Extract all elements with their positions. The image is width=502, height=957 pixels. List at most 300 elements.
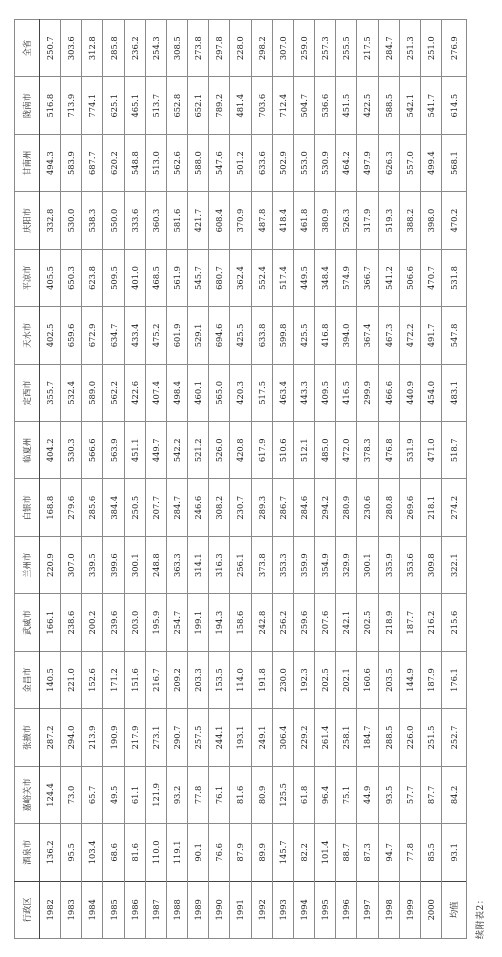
value-cell: 88.7 [336, 824, 357, 881]
value-cell: 202.1 [336, 651, 357, 708]
value-cell: 634.7 [103, 307, 124, 364]
value-cell: 526.0 [209, 422, 230, 479]
region-header: 临夏州 [15, 422, 40, 479]
year-cell: 2000 [420, 881, 441, 938]
value-cell: 160.6 [357, 651, 378, 708]
value-cell: 76.6 [209, 824, 230, 881]
value-cell: 261.4 [315, 709, 336, 766]
region-header: 陇南市 [15, 77, 40, 134]
value-cell: 226.0 [399, 709, 420, 766]
value-cell: 420.8 [230, 422, 251, 479]
value-cell: 402.5 [40, 307, 61, 364]
value-cell: 187.7 [399, 594, 420, 651]
value-cell: 68.6 [103, 824, 124, 881]
value-cell: 333.6 [124, 192, 145, 249]
region-header: 白银市 [15, 479, 40, 536]
value-cell: 530.0 [61, 192, 82, 249]
table-row [188, 20, 209, 939]
value-cell: 280.9 [336, 479, 357, 536]
year-cell: 1984 [82, 881, 103, 938]
table-row [40, 20, 61, 939]
value-cell: 238.6 [61, 594, 82, 651]
value-cell: 246.6 [188, 479, 209, 536]
value-cell: 553.0 [293, 134, 314, 191]
value-cell: 276.9 [441, 20, 466, 77]
value-cell: 61.1 [124, 766, 145, 823]
value-cell: 542.1 [399, 77, 420, 134]
value-cell: 203.5 [378, 651, 399, 708]
value-cell: 273.1 [145, 709, 166, 766]
value-cell: 416.5 [336, 364, 357, 421]
table-row [82, 20, 103, 939]
value-cell: 545.7 [188, 249, 209, 306]
value-cell: 694.6 [209, 307, 230, 364]
value-cell: 502.9 [272, 134, 293, 191]
value-cell: 248.8 [145, 536, 166, 593]
value-cell: 187.9 [420, 651, 441, 708]
year-cell: 1996 [336, 881, 357, 938]
value-cell: 96.4 [315, 766, 336, 823]
value-cell: 242.8 [251, 594, 272, 651]
table-row [272, 20, 293, 939]
value-cell: 509.5 [103, 249, 124, 306]
value-cell: 257.3 [315, 20, 336, 77]
value-cell: 652.1 [188, 77, 209, 134]
value-cell: 166.1 [40, 594, 61, 651]
value-cell: 121.9 [145, 766, 166, 823]
value-cell: 249.1 [251, 709, 272, 766]
value-cell: 250.7 [40, 20, 61, 77]
value-cell: 209.2 [166, 651, 187, 708]
value-cell: 512.1 [293, 422, 314, 479]
value-cell: 84.2 [441, 766, 466, 823]
value-cell: 95.5 [61, 824, 82, 881]
value-cell: 476.8 [378, 422, 399, 479]
value-cell: 650.3 [61, 249, 82, 306]
value-cell: 464.2 [336, 134, 357, 191]
value-cell: 712.4 [272, 77, 293, 134]
year-cell: 1993 [272, 881, 293, 938]
value-cell: 213.9 [82, 709, 103, 766]
value-cell: 114.0 [230, 651, 251, 708]
value-cell: 422.5 [357, 77, 378, 134]
value-cell: 548.8 [124, 134, 145, 191]
value-cell: 407.4 [145, 364, 166, 421]
value-cell: 518.7 [441, 422, 466, 479]
value-cell: 467.3 [378, 307, 399, 364]
year-cell: 1997 [357, 881, 378, 938]
value-cell: 202.5 [315, 651, 336, 708]
table-row [251, 20, 272, 939]
value-cell: 171.2 [103, 651, 124, 708]
value-cell: 251.5 [420, 709, 441, 766]
value-cell: 200.2 [82, 594, 103, 651]
value-cell: 409.5 [315, 364, 336, 421]
value-cell: 274.2 [441, 479, 466, 536]
year-cell: 1983 [61, 881, 82, 938]
year-cell: 1985 [103, 881, 124, 938]
value-cell: 250.5 [124, 479, 145, 536]
value-cell: 73.0 [61, 766, 82, 823]
value-cell: 203.0 [124, 594, 145, 651]
value-cell: 317.9 [357, 192, 378, 249]
value-cell: 472.0 [336, 422, 357, 479]
value-cell: 416.8 [315, 307, 336, 364]
value-cell: 82.2 [293, 824, 314, 881]
value-cell: 87.9 [230, 824, 251, 881]
value-cell: 550.0 [103, 192, 124, 249]
value-cell: 221.0 [61, 651, 82, 708]
value-cell: 193.1 [230, 709, 251, 766]
value-cell: 216.7 [145, 651, 166, 708]
value-cell: 510.6 [272, 422, 293, 479]
value-cell: 308.2 [209, 479, 230, 536]
value-cell: 316.3 [209, 536, 230, 593]
value-cell: 284.7 [378, 20, 399, 77]
value-cell: 314.1 [188, 536, 209, 593]
value-cell: 470.7 [420, 249, 441, 306]
value-cell: 93.1 [441, 824, 466, 881]
value-cell: 485.0 [315, 422, 336, 479]
year-cell: 1988 [166, 881, 187, 938]
value-cell: 332.8 [40, 192, 61, 249]
table-row [61, 20, 82, 939]
value-cell: 256.2 [272, 594, 293, 651]
value-cell: 258.1 [336, 709, 357, 766]
value-cell: 652.8 [166, 77, 187, 134]
value-cell: 322.1 [441, 536, 466, 593]
value-cell: 257.5 [188, 709, 209, 766]
value-cell: 290.7 [166, 709, 187, 766]
value-cell: 633.6 [251, 134, 272, 191]
value-cell: 601.9 [166, 307, 187, 364]
value-cell: 307.0 [61, 536, 82, 593]
table-row [124, 20, 145, 939]
value-cell: 254.3 [145, 20, 166, 77]
value-cell: 617.9 [251, 422, 272, 479]
value-cell: 61.8 [293, 766, 314, 823]
value-cell: 454.0 [420, 364, 441, 421]
value-cell: 530.3 [61, 422, 82, 479]
value-cell: 256.1 [230, 536, 251, 593]
value-cell: 626.3 [378, 134, 399, 191]
value-cell: 220.9 [40, 536, 61, 593]
value-cell: 506.6 [399, 249, 420, 306]
value-cell: 703.6 [251, 77, 272, 134]
value-cell: 367.4 [357, 307, 378, 364]
value-cell: 541.2 [378, 249, 399, 306]
value-cell: 526.3 [336, 192, 357, 249]
value-cell: 468.5 [145, 249, 166, 306]
value-cell: 207.6 [315, 594, 336, 651]
table-row [357, 20, 378, 939]
value-cell: 483.1 [441, 364, 466, 421]
year-cell: 1982 [40, 881, 61, 938]
value-cell: 614.5 [441, 77, 466, 134]
value-cell: 228.0 [230, 20, 251, 77]
table-row [145, 20, 166, 939]
value-cell: 589.0 [82, 364, 103, 421]
value-cell: 713.9 [61, 77, 82, 134]
value-cell: 370.9 [230, 192, 251, 249]
value-cell: 494.3 [40, 134, 61, 191]
value-cell: 504.7 [293, 77, 314, 134]
value-cell: 176.1 [441, 651, 466, 708]
value-cell: 298.2 [251, 20, 272, 77]
value-cell: 608.4 [209, 192, 230, 249]
value-cell: 491.7 [420, 307, 441, 364]
value-cell: 215.6 [441, 594, 466, 651]
year-cell: 1990 [209, 881, 230, 938]
value-cell: 244.1 [209, 709, 230, 766]
value-cell: 110.0 [145, 824, 166, 881]
value-cell: 363.3 [166, 536, 187, 593]
value-cell: 378.3 [357, 422, 378, 479]
value-cell: 93.5 [378, 766, 399, 823]
value-cell: 335.9 [378, 536, 399, 593]
value-cell: 191.8 [251, 651, 272, 708]
region-header: 兰州市 [15, 536, 40, 593]
table-row [230, 20, 251, 939]
value-cell: 288.5 [378, 709, 399, 766]
value-cell: 57.7 [399, 766, 420, 823]
value-cell: 561.9 [166, 249, 187, 306]
value-cell: 153.5 [209, 651, 230, 708]
value-cell: 425.5 [293, 307, 314, 364]
value-cell: 470.2 [441, 192, 466, 249]
year-cell: 1994 [293, 881, 314, 938]
value-cell: 530.9 [315, 134, 336, 191]
value-cell: 774.1 [82, 77, 103, 134]
value-cell: 498.4 [166, 364, 187, 421]
value-cell: 401.0 [124, 249, 145, 306]
table-row [336, 20, 357, 939]
value-cell: 252.7 [441, 709, 466, 766]
year-cell: 1992 [251, 881, 272, 938]
value-cell: 421.7 [188, 192, 209, 249]
year-cell: 1999 [399, 881, 420, 938]
value-cell: 440.9 [399, 364, 420, 421]
value-cell: 547.8 [441, 307, 466, 364]
year-cell: 1986 [124, 881, 145, 938]
value-cell: 312.8 [82, 20, 103, 77]
value-cell: 85.5 [420, 824, 441, 881]
value-cell: 269.6 [399, 479, 420, 536]
precipitation-table [14, 19, 467, 939]
value-cell: 538.3 [82, 192, 103, 249]
value-cell: 158.6 [230, 594, 251, 651]
header-row [15, 20, 40, 939]
value-cell: 466.6 [378, 364, 399, 421]
table-row [209, 20, 230, 939]
value-cell: 44.9 [357, 766, 378, 823]
value-cell: 306.4 [272, 709, 293, 766]
value-cell: 487.8 [251, 192, 272, 249]
value-cell: 563.9 [103, 422, 124, 479]
value-cell: 239.6 [103, 594, 124, 651]
value-cell: 531.8 [441, 249, 466, 306]
year-cell: 1995 [315, 881, 336, 938]
value-cell: 125.5 [272, 766, 293, 823]
value-cell: 286.7 [272, 479, 293, 536]
year-cell: 1998 [378, 881, 399, 938]
value-cell: 517.5 [251, 364, 272, 421]
value-cell: 588.5 [378, 77, 399, 134]
value-cell: 294.0 [61, 709, 82, 766]
value-cell: 517.4 [272, 249, 293, 306]
region-header: 甘南州 [15, 134, 40, 191]
value-cell: 532.4 [61, 364, 82, 421]
value-cell: 194.3 [209, 594, 230, 651]
table-row [420, 20, 441, 939]
value-cell: 284.7 [166, 479, 187, 536]
table-row [315, 20, 336, 939]
corner-header: 行政区 [15, 881, 40, 938]
value-cell: 254.7 [166, 594, 187, 651]
value-cell: 789.2 [209, 77, 230, 134]
value-cell: 294.2 [315, 479, 336, 536]
value-cell: 366.7 [357, 249, 378, 306]
value-cell: 87.7 [420, 766, 441, 823]
value-cell: 229.2 [293, 709, 314, 766]
value-cell: 384.4 [103, 479, 124, 536]
table-caption: 续附表2： [476, 894, 486, 939]
value-cell: 516.8 [40, 77, 61, 134]
value-cell: 93.2 [166, 766, 187, 823]
value-cell: 513.7 [145, 77, 166, 134]
value-cell: 89.9 [251, 824, 272, 881]
value-cell: 362.4 [230, 249, 251, 306]
year-cell: 1991 [230, 881, 251, 938]
value-cell: 355.7 [40, 364, 61, 421]
value-cell: 542.2 [166, 422, 187, 479]
value-cell: 339.5 [82, 536, 103, 593]
value-cell: 404.2 [40, 422, 61, 479]
value-cell: 168.8 [40, 479, 61, 536]
value-cell: 405.5 [40, 249, 61, 306]
value-cell: 359.9 [293, 536, 314, 593]
value-cell: 461.8 [293, 192, 314, 249]
value-cell: 519.3 [378, 192, 399, 249]
value-cell: 451.5 [336, 77, 357, 134]
table-row [399, 20, 420, 939]
value-cell: 300.1 [357, 536, 378, 593]
region-header: 酒泉市 [15, 824, 40, 881]
value-cell: 529.1 [188, 307, 209, 364]
value-cell: 285.6 [82, 479, 103, 536]
region-header: 金昌市 [15, 651, 40, 708]
value-cell: 285.8 [103, 20, 124, 77]
value-cell: 119.1 [166, 824, 187, 881]
value-cell: 531.9 [399, 422, 420, 479]
value-cell: 633.8 [251, 307, 272, 364]
region-header: 嘉峪关市 [15, 766, 40, 823]
value-cell: 202.5 [357, 594, 378, 651]
value-cell: 280.8 [378, 479, 399, 536]
value-cell: 299.9 [357, 364, 378, 421]
value-cell: 273.8 [188, 20, 209, 77]
value-cell: 574.9 [336, 249, 357, 306]
value-cell: 80.9 [251, 766, 272, 823]
region-header: 天水市 [15, 307, 40, 364]
value-cell: 562.2 [103, 364, 124, 421]
value-cell: 443.3 [293, 364, 314, 421]
region-header: 平凉市 [15, 249, 40, 306]
value-cell: 499.4 [420, 134, 441, 191]
value-cell: 297.8 [209, 20, 230, 77]
value-cell: 192.3 [293, 651, 314, 708]
value-cell: 145.7 [272, 824, 293, 881]
value-cell: 449.5 [293, 249, 314, 306]
value-cell: 65.7 [82, 766, 103, 823]
value-cell: 217.5 [357, 20, 378, 77]
value-cell: 475.2 [145, 307, 166, 364]
value-cell: 230.6 [357, 479, 378, 536]
value-cell: 513.0 [145, 134, 166, 191]
value-cell: 217.9 [124, 709, 145, 766]
value-cell: 49.5 [103, 766, 124, 823]
value-cell: 562.6 [166, 134, 187, 191]
value-cell: 87.3 [357, 824, 378, 881]
value-cell: 373.8 [251, 536, 272, 593]
value-cell: 151.6 [124, 651, 145, 708]
value-cell: 81.6 [124, 824, 145, 881]
value-cell: 620.2 [103, 134, 124, 191]
value-cell: 625.1 [103, 77, 124, 134]
value-cell: 203.3 [188, 651, 209, 708]
value-cell: 398.0 [420, 192, 441, 249]
table-row [103, 20, 124, 939]
value-cell: 218.1 [420, 479, 441, 536]
region-header: 定西市 [15, 364, 40, 421]
value-cell: 199.1 [188, 594, 209, 651]
value-cell: 659.6 [61, 307, 82, 364]
table-row [166, 20, 187, 939]
value-cell: 433.4 [124, 307, 145, 364]
value-cell: 308.5 [166, 20, 187, 77]
value-cell: 471.0 [420, 422, 441, 479]
value-cell: 300.1 [124, 536, 145, 593]
region-header: 全省 [15, 20, 40, 77]
value-cell: 144.9 [399, 651, 420, 708]
value-cell: 541.7 [420, 77, 441, 134]
value-cell: 449.7 [145, 422, 166, 479]
value-cell: 218.9 [378, 594, 399, 651]
value-cell: 251.0 [420, 20, 441, 77]
value-cell: 90.1 [188, 824, 209, 881]
value-cell: 588.0 [188, 134, 209, 191]
value-cell: 451.1 [124, 422, 145, 479]
value-cell: 463.4 [272, 364, 293, 421]
value-cell: 465.1 [124, 77, 145, 134]
value-cell: 399.6 [103, 536, 124, 593]
value-cell: 422.6 [124, 364, 145, 421]
region-header: 武威市 [15, 594, 40, 651]
value-cell: 140.5 [40, 651, 61, 708]
value-cell: 354.9 [315, 536, 336, 593]
value-cell: 425.5 [230, 307, 251, 364]
value-cell: 388.2 [399, 192, 420, 249]
value-cell: 207.7 [145, 479, 166, 536]
value-cell: 348.4 [315, 249, 336, 306]
value-cell: 380.9 [315, 192, 336, 249]
value-cell: 547.6 [209, 134, 230, 191]
region-header: 庆阳市 [15, 192, 40, 249]
value-cell: 279.6 [61, 479, 82, 536]
value-cell: 75.1 [336, 766, 357, 823]
value-cell: 420.3 [230, 364, 251, 421]
region-header: 张掖市 [15, 709, 40, 766]
